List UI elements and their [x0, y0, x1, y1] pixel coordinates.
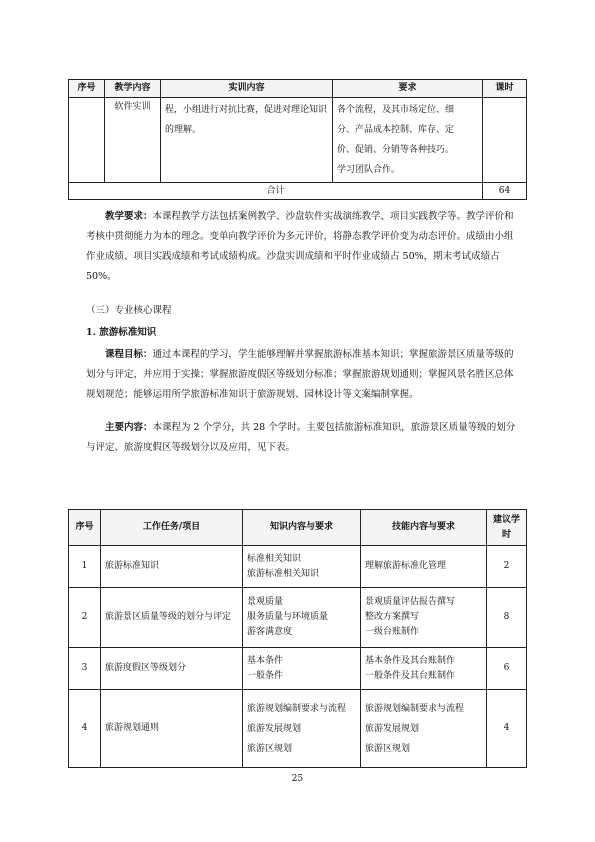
total-label: 合计: [69, 183, 483, 200]
skill-item: 整改方案撰写: [365, 612, 420, 622]
task: 旅游度假区等级划分: [101, 648, 243, 690]
skill-item: 景观质量评估报告撰写: [365, 597, 456, 607]
para-label: 教学要求：: [105, 211, 153, 222]
skills: [361, 546, 487, 588]
page-number: 25: [291, 774, 304, 784]
header-cell: 序号: [69, 510, 101, 546]
knowledge: [243, 690, 361, 768]
para-label: 课程目标：: [105, 349, 153, 360]
hours: 6: [487, 648, 527, 690]
knowledge: [243, 648, 361, 690]
skill-item: 旅游区规划: [365, 743, 411, 754]
hours: [483, 98, 527, 183]
table-row: [69, 98, 527, 183]
table-header-row: [69, 510, 527, 546]
requirement-line: 学习团队合作。: [337, 165, 401, 175]
knowledge-item: 一般条件: [247, 670, 284, 681]
header-cell: 序号: [69, 80, 105, 98]
knowledge: [243, 546, 361, 588]
header-cell: 建议学时: [487, 510, 527, 546]
skill-item: 理解旅游标准化管理: [365, 561, 447, 571]
task: 旅游标准知识: [101, 546, 243, 588]
header-cell: 教学内容: [105, 80, 161, 98]
hours: 8: [487, 588, 527, 648]
table-row: [69, 588, 527, 648]
row-number: 1: [69, 546, 101, 588]
teaching-content: 软件实训: [105, 98, 161, 183]
curriculum-table: [68, 509, 527, 768]
hours: 2: [487, 546, 527, 588]
skill-item: 一般条件及其台账制作: [365, 670, 456, 681]
para-label: 主要内容：: [105, 422, 153, 433]
knowledge-item: 标准相关知识: [247, 553, 302, 564]
requirement-line: 各个流程，及其市场定位、细: [337, 105, 455, 115]
hours: 4: [487, 690, 527, 768]
knowledge-item: 旅游标准相关知识: [247, 568, 320, 579]
practice-content: 程，小组进行对抗比赛，促进对理论知识的理解。: [161, 98, 333, 183]
section-heading: （三）专业核心课程: [86, 305, 172, 316]
header-cell: 实训内容: [161, 80, 333, 98]
knowledge-item: 服务质量与环境质量: [247, 612, 329, 622]
header-cell: 课时: [483, 80, 527, 98]
knowledge-item: 景观质量: [247, 597, 284, 607]
skill-item: 旅游发展规划: [365, 723, 420, 734]
skill-item: 旅游规划编制要求与流程: [365, 703, 465, 714]
skill-item: 一级台账制作: [365, 627, 420, 637]
total-row: [69, 183, 527, 200]
para-text: 本课程教学方法包括案例教学、沙盘软件实战演练教学、项目实践教学等。教学评价和考核中贯彻能力为本的理念。变单向教学评价为多元评价，将静态教学评价变为动态评价。成绩由小组作业成绩、项目实践成绩和考试成绩构成。沙盘实训成绩和平时作业成绩占 50%，期末考试成绩占 50%。: [86, 211, 514, 282]
knowledge: [243, 588, 361, 648]
teaching-requirements: [86, 207, 516, 287]
practice-table: [68, 79, 527, 200]
knowledge-item: 旅游发展规划: [247, 723, 302, 734]
table-row: [69, 546, 527, 588]
requirement-line: 分、产品成本控制、库存、定: [337, 125, 455, 135]
course-heading: 1. 旅游标准知识: [86, 327, 157, 338]
header-cell: 工作任务/项目: [101, 510, 243, 546]
header-cell: 知识内容与要求: [243, 510, 361, 546]
skill-item: 基本条件及其台账制作: [365, 655, 456, 666]
knowledge-item: 基本条件: [247, 655, 284, 666]
course-objectives: [86, 345, 516, 405]
knowledge-item: 游客满意度: [247, 627, 293, 637]
para-text: 本课程为 2 个学分，共 28 个学时。主要包括旅游标准知识，旅游景区质量等级的划分与评定、旅游度假区等级划分以及应用，见下表。: [86, 422, 516, 453]
skills: [361, 648, 487, 690]
row-number: [69, 98, 105, 183]
row-number: 4: [69, 690, 101, 768]
para-text: 通过本课程的学习，学生能够理解并掌握旅游标准基本知识；掌握旅游景区质量等级的划分与评定，并应用于实操；掌握旅游度假区等级划分标准；掌握旅游规划通则；掌握风景名胜区总体规划规范；能够运用所学旅游标准知识于旅游规划、园林设计等文案编制掌握。: [86, 349, 514, 400]
skills: [361, 690, 487, 768]
skills: [361, 588, 487, 648]
knowledge-item: 旅游规划编制要求与流程: [247, 703, 347, 714]
table-row: [69, 648, 527, 690]
requirement: [333, 98, 483, 183]
task: 旅游景区质量等级的划分与评定: [101, 588, 243, 648]
row-number: 2: [69, 588, 101, 648]
main-content: [86, 418, 516, 458]
table-row: [69, 690, 527, 768]
table-header-row: [69, 80, 527, 98]
total-hours: 64: [483, 183, 527, 200]
requirement-line: 价、促销、分销等各种技巧。: [337, 145, 455, 155]
knowledge-item: 旅游区规划: [247, 743, 293, 754]
header-cell: 要求: [333, 80, 483, 98]
task: 旅游规划通则: [101, 690, 243, 768]
row-number: 3: [69, 648, 101, 690]
header-cell: 技能内容与要求: [361, 510, 487, 546]
